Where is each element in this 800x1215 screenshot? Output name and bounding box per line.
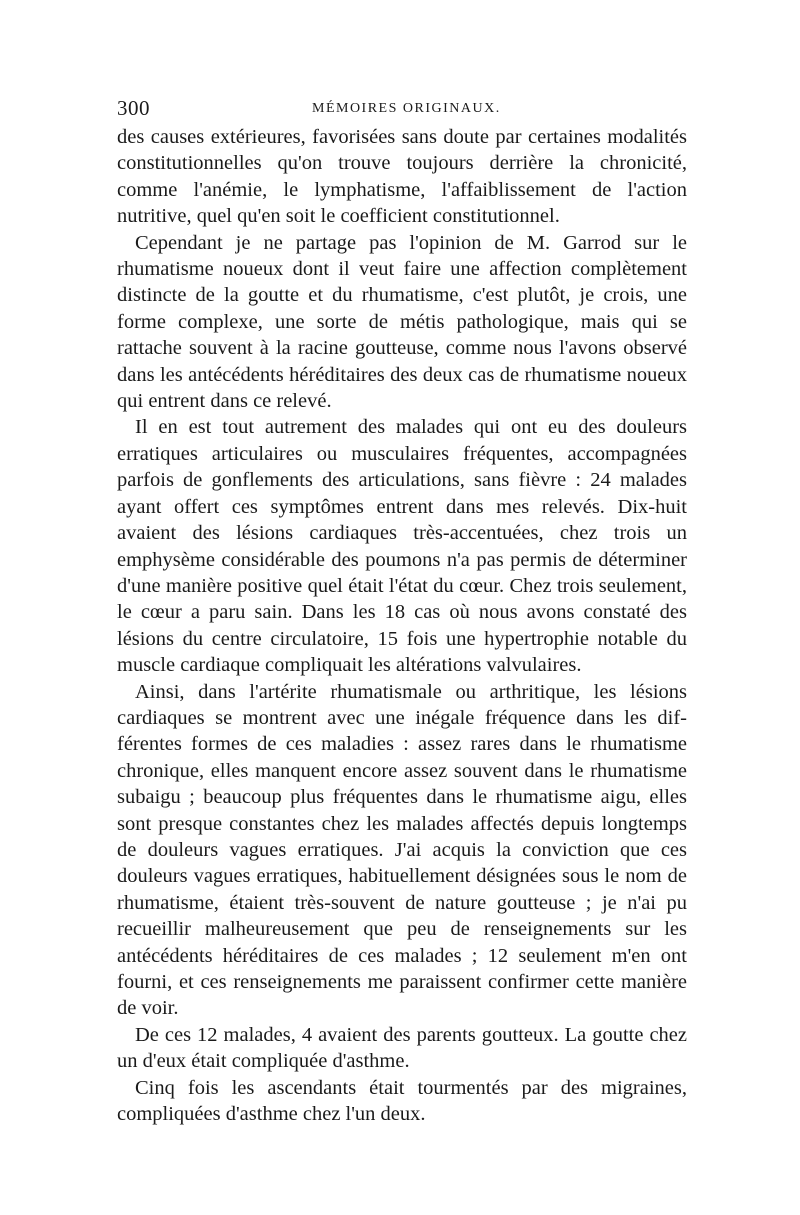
paragraph-cinq-fois: Cinq fois les ascendants était tourmentés par des migraines, compliquées d'asthme chez l'un deux.	[117, 1076, 687, 1126]
running-head: MÉMOIRES ORIGINAUX.	[312, 101, 501, 116]
paragraph-garrod: Cependant je ne partage pas l'opinion de M. Garrod sur le rhumatisme noueux dont il veut faire une affection complètement distincte de la goutte et du rhumatisme, c'est plutôt, je crois, une forme complexe, une sorte de métis pathologique, mais qui se rattache souvent à la racine goutteuse, comme nous l'avons observé dans les antécédents héréditaires des deux cas de rhumatisme noueux qui entrent dans ce relevé.	[117, 231, 687, 413]
page-number: 300	[117, 96, 150, 120]
page-header	[117, 96, 687, 126]
paragraph-arterite: Ainsi, dans l'artérite rhumatismale ou arthritique, les lésions cardiaques se montrent avec une inégale fréquence dans les différentes formes de ces maladies : assez rares dans le rhumatisme chronique, elles manquent encore assez souvent dans le rhumatisme subaigu ; beaucoup plus fréquentes dans le rhumatisme aigu, elles sont presque constantes chez les malades affectés depuis longtemps de douleurs vagues erratiques. J'ai acquis la conviction que ces douleurs vagues erratiques, habituellement désignées sous le nom de rhumatisme, étaient très-souvent de nature goutteuse ; je n'ai pu recueillir malheureusement que peu de renseignements sur les antécédents héréditaires de ces malades ; 12 seulement m'en ont fourni, et ces renseignements me paraissent confirmer cette manière de voir.	[117, 680, 687, 1020]
paragraph-douleurs-erratiques: Il en est tout autrement des malades qui ont eu des douleurs erratiques articulaires ou musculaires fréquentes, accompagnées parfois de gonflements des articulations, sans fièvre : 24 malades ayant offert ces symptômes entrent dans mes relevés. Dix-huit avaient des lésions cardiaques très-accentuées, chez trois un emphysème considérable des poumons n'a pas permis de déterminer d'une manière positive quel était l'état du cœur. Chez trois seulement, le cœur a paru sain. Dans les 18 cas où nous avons constaté des lésions du centre circulatoire, 15 fois une hypertrophie notable du muscle cardiaque compliquait les altérations valvulaires.	[117, 416, 687, 677]
paragraph-continuation: des causes extérieures, favorisées sans doute par certaines modalités constitutionnelles qu'on trouve toujours derrière la chronicité, comme l'anémie, le lymphatisme, l'affaiblissement de l'action nutritive, quel qu'en soit le coefficient constitutionnel.	[117, 126, 687, 228]
body-text	[117, 124, 687, 1127]
paragraph-douze-malades: De ces 12 malades, 4 avaient des parents goutteux. La goutte chez un d'eux était compliquée d'asthme.	[117, 1023, 687, 1073]
